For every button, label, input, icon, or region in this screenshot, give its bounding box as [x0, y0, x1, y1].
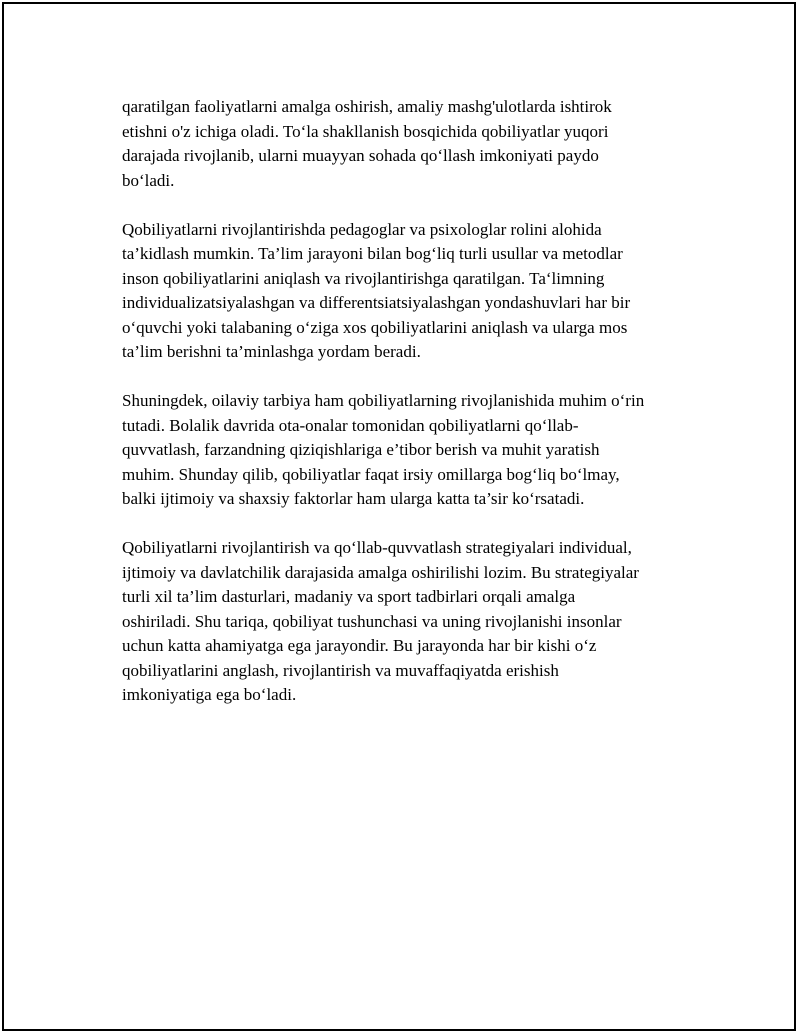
text-line: qaratilgan faoliyatlarni amalga oshirish, amaliy mashg'ulotlarda ishtirok — [122, 97, 612, 116]
text-line: muhim. Shunday qilib, qobiliyatlar faqat irsiy omillarga bog‘liq bo‘lmay, — [122, 464, 620, 484]
text-line: tutadi. Bolalik davrida ota-onalar tomonidan qobiliyatlarni qo‘llab- — [122, 415, 579, 435]
text-line: imkoniyatiga ega bo‘ladi. — [122, 685, 297, 704]
text-line: bo‘ladi. — [122, 170, 175, 190]
text-line: oshiriladi. Shu tariqa, qobiliyat tushunchasi va uning rivojlanishi insonlar — [122, 611, 622, 631]
text-line: Qobiliyatlarni rivojlantirish va qo‘llab-quvvatlash strategiyalari individual, — [122, 538, 632, 557]
text-line: balki ijtimoiy va shaxsiy faktorlar ham ularga katta ta’sir ko‘rsatadi. — [122, 489, 585, 508]
text-line: ijtimoiy va davlatchilik darajasida amalga oshirilishi lozim. Bu strategiyalar — [122, 562, 639, 582]
text-line: individualizatsiyalashgan va differentsiatsiyalashgan yondashuvlari har bir — [122, 293, 631, 312]
text-line: o‘quvchi yoki talabaning o‘ziga xos qobiliyatlarini aniqlash va ularga mos — [122, 317, 628, 337]
paragraph-1 — [122, 95, 702, 193]
paragraph-3 — [122, 389, 702, 512]
page-content — [122, 95, 702, 732]
text-line: darajada rivojlanib, ularni muayyan sohada qo‘llash imkoniyati paydo — [122, 146, 599, 165]
paragraph-2 — [122, 218, 702, 365]
text-line: ta’kidlash mumkin. Ta’lim jarayoni bilan bog‘liq turli usullar va metodlar — [122, 244, 623, 263]
text-line: etishni o'z ichiga oladi. To‘la shakllanish bosqichida qobiliyatlar yuqori — [122, 121, 609, 141]
text-line: quvvatlash, farzandning qiziqishlariga e’tibor berish va muhit yaratish — [122, 440, 600, 459]
text-line: turli xil ta’lim dasturlari, madaniy va sport tadbirlari orqali amalga — [122, 587, 576, 606]
text-line: inson qobiliyatlarini aniqlash va rivojlantirishga qaratilgan. Ta‘limning — [122, 268, 605, 288]
paragraph-4 — [122, 536, 702, 708]
text-line: ta’lim berishni ta’minlashga yordam beradi. — [122, 342, 421, 361]
text-line: qobiliyatlarini anglash, rivojlantirish va muvaffaqiyatda erishish — [122, 660, 559, 680]
text-line: Shuningdek, oilaviy tarbiya ham qobiliyatlarning rivojlanishida muhim o‘rin — [122, 391, 645, 410]
page-frame — [2, 2, 796, 1031]
text-line: uchun katta ahamiyatga ega jarayondir. Bu jarayonda har bir kishi o‘z — [122, 636, 597, 655]
text-line: Qobiliyatlarni rivojlantirishda pedagoglar va psixologlar rolini alohida — [122, 219, 602, 239]
